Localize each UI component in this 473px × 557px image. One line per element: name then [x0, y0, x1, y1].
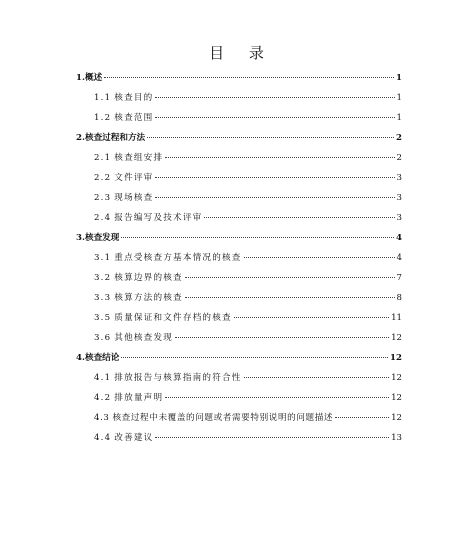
dot-leader — [244, 257, 395, 258]
dot-leader — [155, 197, 394, 198]
toc-entry-number: 2.2 — [94, 173, 112, 183]
toc-entry-page: 1 — [396, 93, 402, 103]
toc-entry-page: 2 — [396, 133, 402, 143]
toc-entry-page: 3 — [396, 173, 402, 183]
toc-entry-number: 1. — [76, 73, 85, 83]
toc-entry[interactable] — [76, 371, 402, 391]
dot-leader — [185, 277, 395, 278]
toc-entry[interactable] — [76, 331, 402, 351]
dot-leader — [185, 297, 395, 298]
toc-entry-number: 2.1 — [94, 153, 112, 163]
toc-entry-number: 3. — [76, 233, 85, 243]
dot-leader — [175, 337, 389, 338]
toc-entry[interactable] — [76, 231, 402, 251]
toc-entry[interactable] — [76, 271, 402, 291]
toc-entry-label: 质量保证和文件存档的核查 — [114, 313, 232, 323]
toc-entry[interactable] — [76, 111, 402, 131]
toc-entry-number: 2.4 — [94, 213, 112, 223]
toc-entry-label: 现场核查 — [114, 193, 154, 203]
toc-entry-page: 13 — [391, 433, 402, 443]
dot-leader — [155, 117, 394, 118]
toc-entry-number: 3.1 — [94, 253, 112, 263]
toc-entry-label: 核查组安排 — [114, 153, 164, 163]
toc-entry-number: 2. — [76, 133, 85, 143]
toc-entry-label: 核查结论 — [84, 353, 120, 363]
dot-leader — [104, 77, 394, 78]
dot-leader — [155, 177, 394, 178]
toc-entry[interactable] — [76, 151, 402, 171]
toc-entry-label: 核查发现 — [84, 233, 120, 243]
toc-entry-label: 核查目的 — [114, 93, 154, 103]
dot-leader — [121, 237, 394, 238]
toc-entry-number: 4.3 — [94, 413, 110, 423]
dot-leader — [335, 417, 389, 418]
toc-entry[interactable] — [76, 251, 402, 271]
toc-entry-page: 4 — [396, 253, 402, 263]
toc-entry-label: 重点受核查方基本情况的核查 — [114, 253, 242, 263]
toc-entry-number: 4. — [76, 353, 85, 363]
toc-entry[interactable] — [76, 291, 402, 311]
toc-entry-number: 4.1 — [94, 373, 112, 383]
dot-leader — [121, 357, 388, 358]
toc-entry-label: 核查范围 — [114, 113, 154, 123]
toc-entry[interactable] — [76, 411, 402, 431]
dot-leader — [165, 397, 389, 398]
toc-entry-label: 文件评审 — [114, 173, 154, 183]
toc-entry[interactable] — [76, 311, 402, 331]
dot-leader — [155, 437, 389, 438]
toc-entry-page: 7 — [396, 273, 402, 283]
toc-entry-number: 3.5 — [94, 313, 112, 323]
toc-entry-label: 概述 — [84, 73, 103, 83]
toc-entry-page: 12 — [391, 413, 402, 423]
dot-leader — [234, 317, 389, 318]
toc-entry[interactable] — [76, 131, 402, 151]
toc-entry-page: 12 — [390, 353, 402, 363]
toc-entry[interactable] — [76, 391, 402, 411]
toc-entry-page: 12 — [391, 333, 402, 343]
dot-leader — [204, 217, 394, 218]
toc-entry-number: 2.3 — [94, 193, 112, 203]
toc-entry-page: 11 — [391, 313, 402, 323]
dot-leader — [165, 157, 394, 158]
toc-entry-number: 1.2 — [94, 113, 112, 123]
toc-entry-number: 1.1 — [94, 93, 112, 103]
toc-entry[interactable] — [76, 91, 402, 111]
toc-entry-number: 4.2 — [94, 393, 112, 403]
toc-entry-page: 3 — [396, 213, 402, 223]
toc-entry-number: 3.2 — [94, 273, 112, 283]
toc-entry-page: 2 — [396, 153, 402, 163]
dot-leader — [147, 137, 394, 138]
toc-entry-page: 4 — [396, 233, 402, 243]
toc-entry-number: 3.6 — [94, 333, 112, 343]
toc-entry-page: 12 — [391, 393, 402, 403]
toc-entry-page: 8 — [396, 293, 402, 303]
toc-entry-label: 报告编写及技术评审 — [114, 213, 203, 223]
toc-entry-page: 1 — [396, 113, 402, 123]
toc-entry[interactable] — [76, 351, 402, 371]
toc-entry-label: 核算方法的核查 — [114, 293, 183, 303]
toc-entry[interactable] — [76, 211, 402, 231]
toc-entry[interactable] — [76, 71, 402, 91]
toc-list — [76, 71, 402, 451]
toc-entry-label: 排放量声明 — [114, 393, 164, 403]
dot-leader — [155, 97, 394, 98]
toc-entry-page: 3 — [396, 193, 402, 203]
dot-leader — [244, 377, 389, 378]
toc-title: 目 录 — [209, 44, 274, 62]
toc-entry-number: 3.3 — [94, 293, 112, 303]
toc-entry-label: 其他核查发现 — [114, 333, 174, 343]
toc-entry[interactable] — [76, 191, 402, 211]
toc-entry-number: 4.4 — [94, 433, 112, 443]
toc-entry-label: 核算边界的核查 — [114, 273, 183, 283]
toc-entry-label: 改善建议 — [114, 433, 154, 443]
toc-entry-page: 12 — [391, 373, 402, 383]
toc-entry-label: 核查过程中未覆盖的问题或者需要特别说明的问题描述 — [112, 413, 334, 423]
toc-entry[interactable] — [76, 171, 402, 191]
toc-entry-page: 1 — [396, 73, 402, 83]
toc-entry-label: 核查过程和方法 — [84, 133, 146, 143]
toc-entry-label: 排放报告与核算指南的符合性 — [114, 373, 242, 383]
toc-entry[interactable] — [76, 431, 402, 451]
